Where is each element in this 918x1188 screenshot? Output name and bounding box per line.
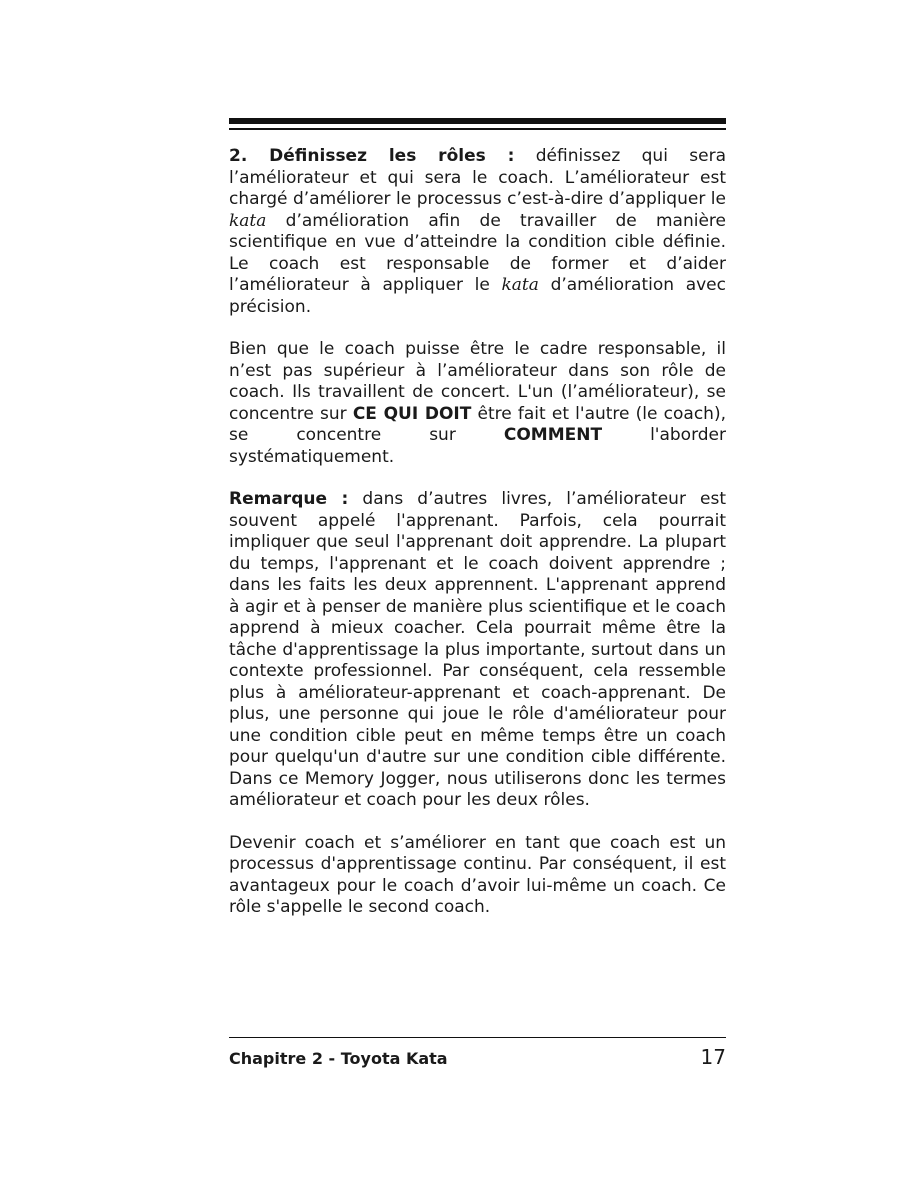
emphasis-what: CE QUI DOIT [352,403,472,424]
paragraph-coach-role: Bien que le coach puisse être le cadre responsable, il n’est pas supérieur à l’améliorateur dans son rôle de coach. Ils travaillent de concert. L'un (l’améliorateur), se concentre sur CE QUI DOIT être fait et l'autre (le coach), se concentre sur COMMENT l'aborder systématiquement. [229,339,726,467]
paragraph-define-roles: 2. Définissez les rôles : définissez qui sera l’améliorateur et qui sera le coach. L’améliorateur est chargé d’améliorer le processus c’est-à-dire d’appliquer le kata d’amélioration afin de travailler de manière scientifique en vue d’atteindre la condition cible définie. Le coach est responsable de former et d’aider l’améliorateur à appliquer le kata d’amélioration avec précision. [229,146,726,317]
remarque-label: Remarque : [229,489,349,509]
chapter-title: Chapitre 2 - Toyota Kata [229,1049,448,1068]
header-rule-thick [229,118,726,124]
kata-term: kata [501,275,539,295]
page-body [229,146,726,940]
paragraph-second-coach: Devenir coach et s’améliorer en tant que coach est un processus d'apprentissage continu. Par conséquent, il est avantageux pour le coach d’avoir lui-même un coach. Ce rôle s'appelle le second coach. [229,832,726,917]
paragraph-remarque: Remarque : dans d’autres livres, l’améliorateur est souvent appelé l'apprenant. Parfois, cela pourrait impliquer que seul l'apprenant doit apprendre. La plupart du temps, l'apprenant et le coach doivent apprendre ; dans les faits les deux apprennent. L'apprenant apprend à agir et à penser de manière plus scientifique et le coach apprend à mieux coacher. Cela pourrait même être la tâche d'apprentissage la plus importante, surtout dans un contexte professionnel. Par conséquent, cela ressemble plus à améliorateur-apprenant et coach-apprenant. De plus, une personne qui joue le rôle d'améliorateur pour une condition cible peut en même temps être un coach pour quelqu'un d'autre sur une condition cible différente. Dans ce Memory Jogger, nous utiliserons donc les termes améliorateur et coach pour les deux rôles. [229,489,726,810]
page-number: 17 [700,1045,726,1069]
footer-rule [229,1037,726,1038]
header-rule-thin [229,128,726,130]
page-footer [229,1045,726,1069]
section-heading: 2. Définissez les rôles : [229,146,515,166]
kata-term: kata [229,210,267,231]
emphasis-how: COMMENT [503,425,603,445]
